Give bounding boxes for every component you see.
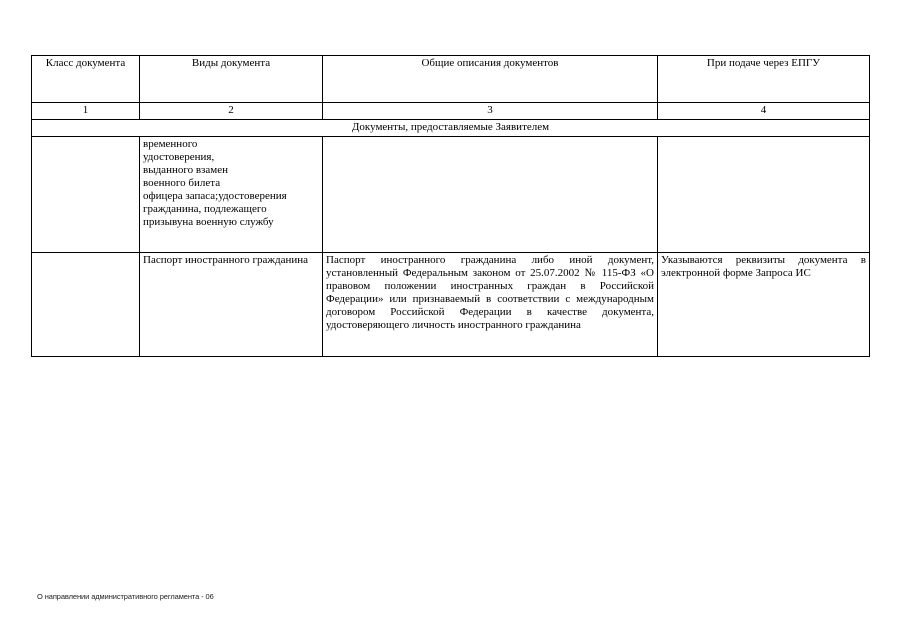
document-description-cell: Паспорт иностранного гражданина либо иной документ, установленный Федеральным законом от 25.07.2002 № 115-ФЗ «О правовом положении иностранных граждан в Российской Федерации» или признаваемый в соответствии с международным договором Российской Федерации в качестве документа, удостоверяющего личность иностранного гражданина (323, 253, 658, 357)
document-type-cell: Паспорт иностранного гражданина (140, 253, 323, 357)
document-type-line: призывуна военную службу (143, 216, 274, 228)
document-type-line: выданного взамен (143, 164, 228, 176)
document-class-cell (32, 253, 140, 357)
document-type-line: военного билета (143, 177, 221, 189)
epgu-cell: Указываются реквизиты документа в электронной форме Запроса ИС (658, 253, 870, 357)
epgu-cell (658, 137, 870, 253)
column-number: 3 (323, 103, 658, 120)
header-document-descriptions: Общие описания документов (323, 56, 658, 103)
document-type-line: гражданина, подлежащего (143, 203, 267, 215)
header-epgu-submission: При подаче через ЕПГУ (658, 56, 870, 103)
header-row (32, 56, 870, 103)
documents-table (31, 55, 870, 357)
document-type-line: офицера запаса;удостоверения (143, 190, 287, 202)
header-document-types: Виды документа (140, 56, 323, 103)
document-description-cell (323, 137, 658, 253)
section-title: Документы, предоставляемые Заявителем (32, 120, 870, 137)
header-document-class: Класс документа (32, 56, 140, 103)
document-class-cell (32, 137, 140, 253)
column-number-row (32, 103, 870, 120)
table-row (32, 253, 870, 357)
column-number: 1 (32, 103, 140, 120)
column-number: 2 (140, 103, 323, 120)
page-footer: О направлении административного регламента - 06 (37, 592, 214, 601)
column-number: 4 (658, 103, 870, 120)
document-type-line: временного (143, 138, 198, 150)
document-type-cell (140, 137, 323, 253)
document-type-line: удостоверения, (143, 151, 215, 163)
table-row (32, 137, 870, 253)
section-row (32, 120, 870, 137)
